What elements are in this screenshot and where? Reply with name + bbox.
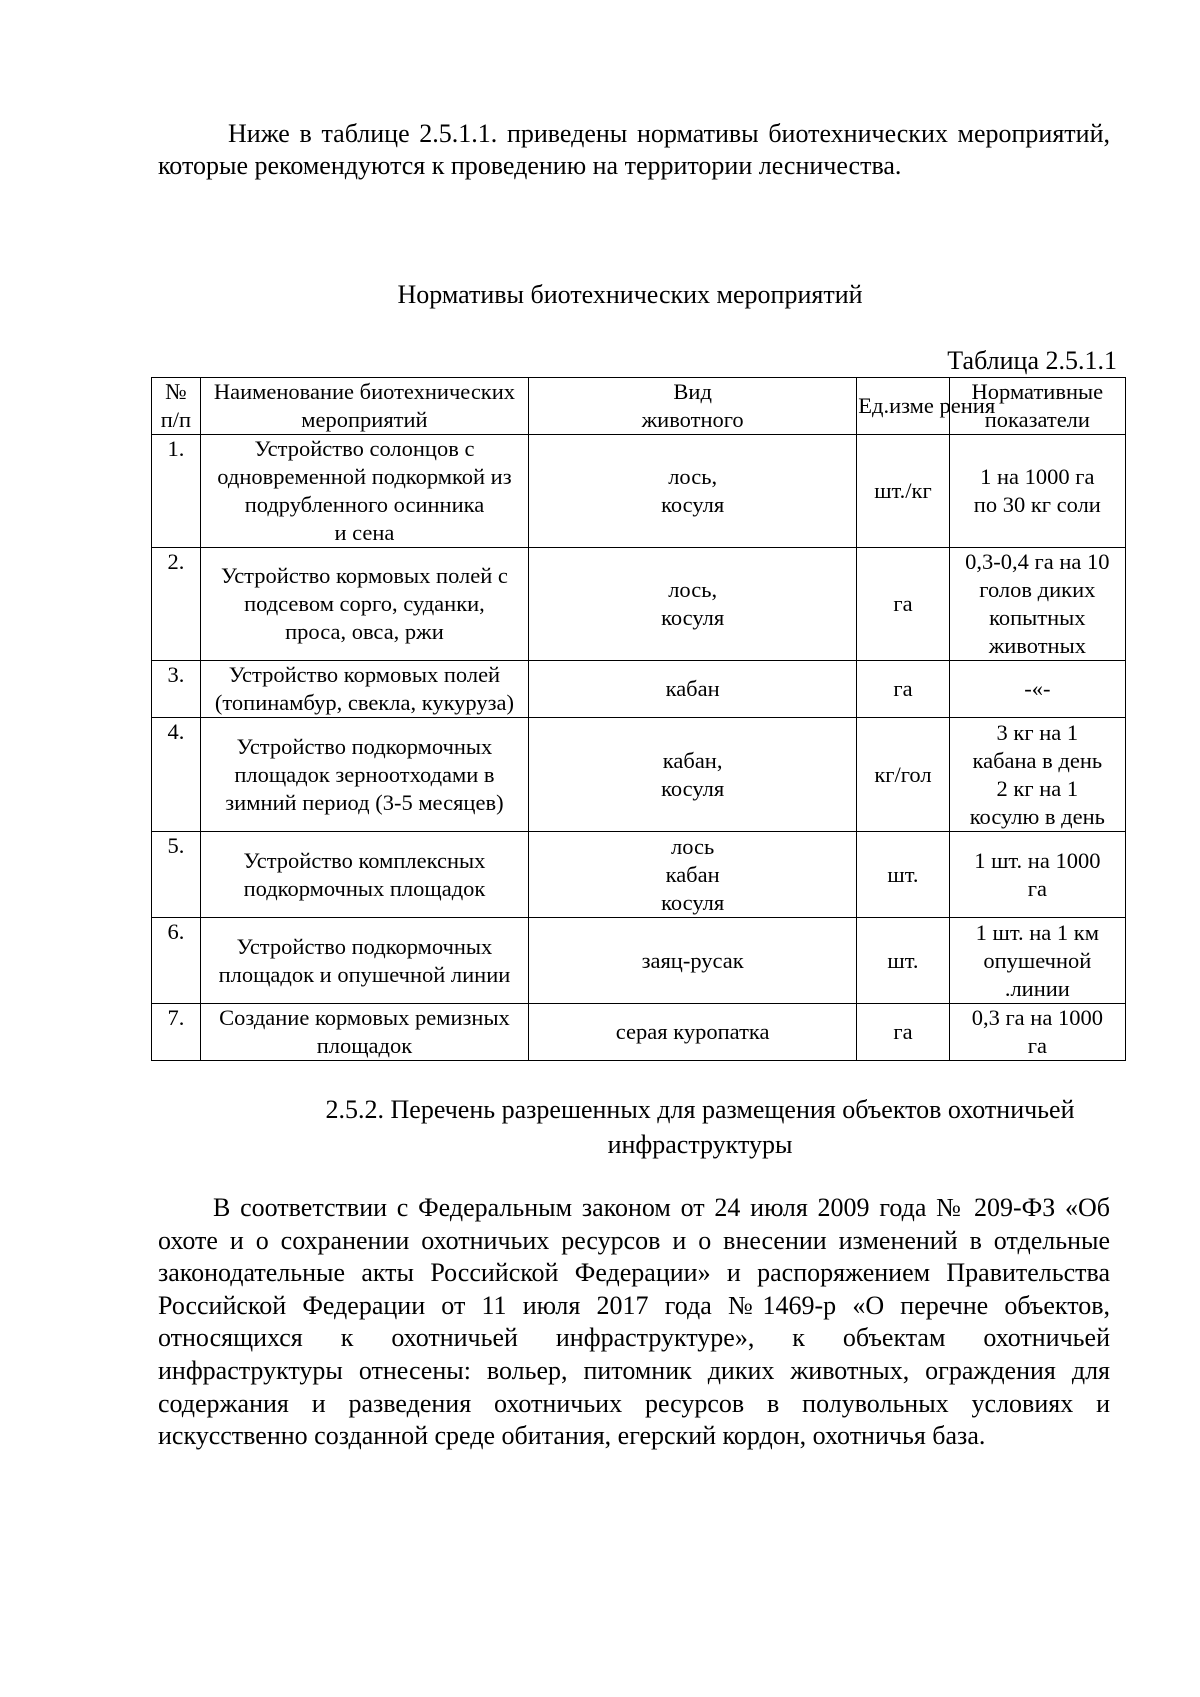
row-unit: шт. (857, 918, 949, 1004)
row-num: 3. (152, 661, 201, 718)
biotechnical-measures-table (151, 377, 1126, 1061)
row-unit: шт. (857, 832, 949, 918)
table-row (152, 435, 1126, 548)
table-row (152, 1004, 1126, 1061)
row-name: Создание кормовых ремизных площадок (200, 1004, 528, 1061)
row-animal: лось кабан косуля (529, 832, 857, 918)
row-num: 5. (152, 832, 201, 918)
row-name: Устройство кормовых полей (топинамбур, свекла, кукуруза) (200, 661, 528, 718)
row-norm: -«- (949, 661, 1125, 718)
row-animal: серая куропатка (529, 1004, 857, 1061)
row-norm: 1 на 1000 га по 30 кг соли (949, 435, 1125, 548)
row-unit: га (857, 661, 949, 718)
row-unit: га (857, 548, 949, 661)
row-name: Устройство кормовых полей с подсевом сорго, суданки, проса, овса, ржи (200, 548, 528, 661)
intro-paragraph: Ниже в таблице 2.5.1.1. приведены нормативы биотехнических мероприятий, которые рекомендуются к проведению на территории лесничества. (158, 119, 1110, 180)
row-animal: заяц-русак (529, 918, 857, 1004)
main-paragraph: В соответствии с Федеральным законом от 24 июля 2009 года № 209-ФЗ «Об охоте и о сохранении охотничьих ресурсов и о внесении изменений в отдельные законодательные акты Российской Федерации» и распоряжением Правительства Российской Федерации от 11 июля 2017 года №1469-р «О перечне объектов, относящихся к охотничьей инфраструктуре», к объектам охотничьей инфраструктуры отнесены: вольер, питомник диких животных, ограждения для содержания и разведения охотничьих ресурсов в полувольных условиях и искусственно созданной среде обитания, егерский кордон, охотничья база. (158, 1193, 1110, 1451)
table-heading: Нормативы биотехнических мероприятий (397, 280, 863, 309)
row-norm: 0,3 га на 1000 га (949, 1004, 1125, 1061)
row-unit: кг/гол (857, 718, 949, 832)
row-norm: 1 шт. на 1 км опушечной .линии (949, 918, 1125, 1004)
row-animal: лось, косуля (529, 435, 857, 548)
header-unit: Ед.изме рения (857, 378, 949, 435)
section-heading: 2.5.2. Перечень разрешенных для размещения объектов охотничьей инфраструктуры (325, 1095, 1075, 1159)
row-unit: шт./кг (857, 435, 949, 548)
row-num: 7. (152, 1004, 201, 1061)
table-row (152, 832, 1126, 918)
row-name: Устройство подкормочных площадок зерноотходами в зимний период (3-5 месяцев) (200, 718, 528, 832)
row-animal: кабан (529, 661, 857, 718)
table-row (152, 548, 1126, 661)
header-name: Наименование биотехнических мероприятий (200, 378, 528, 435)
row-name: Устройство подкормочных площадок и опушечной линии (200, 918, 528, 1004)
row-num: 6. (152, 918, 201, 1004)
table-row (152, 918, 1126, 1004)
row-animal: лось, косуля (529, 548, 857, 661)
header-norm: Нормативные показатели (949, 378, 1125, 435)
row-name: Устройство солонцов с одновременной подкормкой из подрубленного осинника и сена (200, 435, 528, 548)
row-unit: га (857, 1004, 949, 1061)
table-header-row (152, 378, 1126, 435)
row-num: 1. (152, 435, 201, 548)
row-norm: 1 шт. на 1000 га (949, 832, 1125, 918)
table-row (152, 661, 1126, 718)
header-num: № п/п (152, 378, 201, 435)
row-norm: 3 кг на 1 кабана в день 2 кг на 1 косулю в день (949, 718, 1125, 832)
row-animal: кабан, косуля (529, 718, 857, 832)
row-norm: 0,3-0,4 га на 10 голов диких копытных животных (949, 548, 1125, 661)
table-row (152, 718, 1126, 832)
row-num: 2. (152, 548, 201, 661)
row-num: 4. (152, 718, 201, 832)
row-name: Устройство комплексных подкормочных площадок (200, 832, 528, 918)
table-number: Таблица 2.5.1.1 (947, 346, 1117, 375)
header-animal: Вид животного (529, 378, 857, 435)
